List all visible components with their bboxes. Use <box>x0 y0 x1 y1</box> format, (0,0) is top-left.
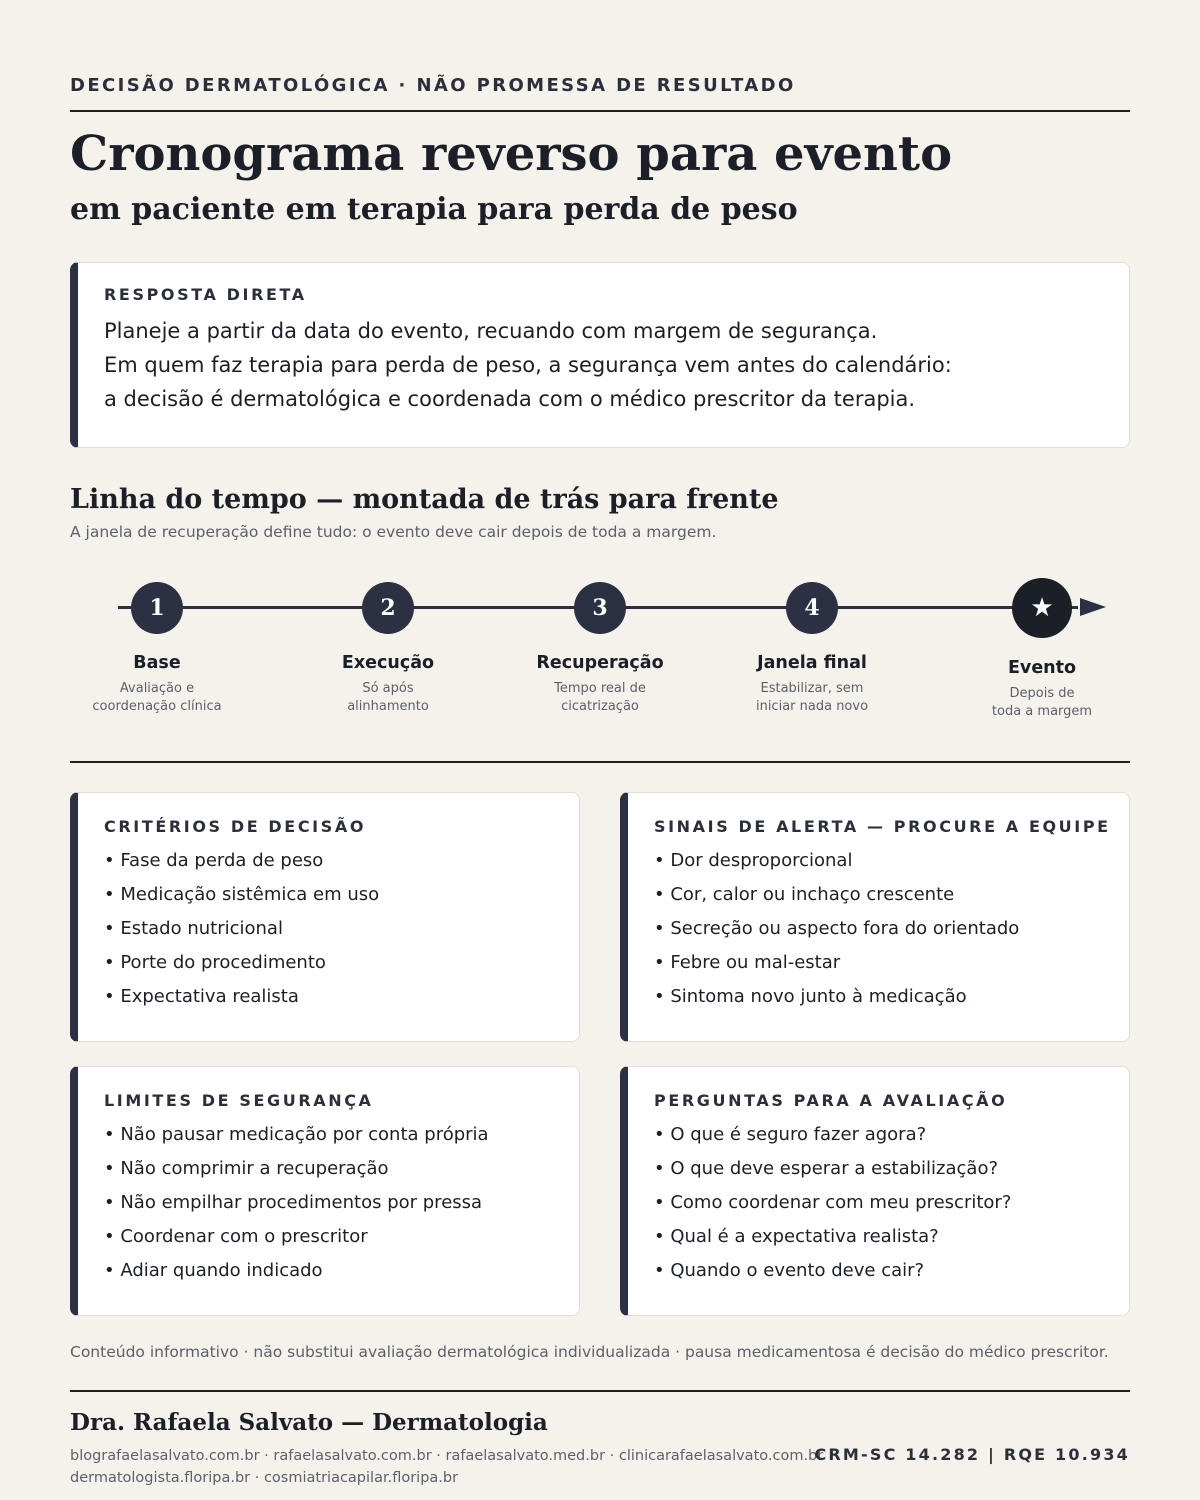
kicker: DECISÃO DERMATOLÓGICA · NÃO PROMESSA DE RESULTADO <box>70 75 796 96</box>
list-item: • Estado nutricional <box>104 912 579 946</box>
timeline-step-janela-final <box>727 570 897 716</box>
list-item: • O que é seguro fazer agora? <box>654 1118 1129 1152</box>
direct-answer-line: a decisão é dermatológica e coordenada com o médico prescritor da terapia. <box>104 387 916 411</box>
alerts-list <box>654 844 1129 1014</box>
timeline-title: Linha do tempo — montada de trás para frente <box>70 484 779 515</box>
questions-list <box>654 1118 1129 1288</box>
list-item: • Não pausar medicação por conta própria <box>104 1118 579 1152</box>
direct-answer-label: RESPOSTA DIRETA <box>104 285 307 304</box>
card-label: LIMITES DE SEGURANÇA <box>104 1091 374 1110</box>
page-subtitle: em paciente em terapia para perda de peso <box>70 192 798 227</box>
timeline-subtitle: A janela de recuperação define tudo: o evento deve cair depois de toda a margem. <box>70 523 717 541</box>
step-name: Recuperação <box>536 653 664 673</box>
card-label: PERGUNTAS PARA A AVALIAÇÃO <box>654 1091 1008 1110</box>
direct-answer-line: Em quem faz terapia para perda de peso, a segurança vem antes do calendário: <box>104 353 952 377</box>
crm-registration: CRM-SC 14.282 | RQE 10.934 <box>814 1445 1130 1464</box>
list-item: • Secreção ou aspecto fora do orientado <box>654 912 1129 946</box>
step-description: Estabilizar, sem iniciar nada novo <box>755 681 869 714</box>
criteria-list <box>104 844 579 1014</box>
card-label: SINAIS DE ALERTA — PROCURE A EQUIPE <box>654 817 1111 836</box>
step-name: Execução <box>341 653 435 673</box>
timeline-step-recuperacao <box>515 570 685 716</box>
step-name: Janela final <box>757 653 867 673</box>
step-marker: 1 <box>131 582 183 634</box>
step-description: Tempo real de cicatrização <box>554 681 646 714</box>
timeline-step-base <box>72 570 242 716</box>
list-item: • Como coordenar com meu prescritor? <box>654 1186 1129 1220</box>
list-item: • Quando o evento deve cair? <box>654 1254 1129 1288</box>
list-item: • Coordenar com o prescritor <box>104 1220 579 1254</box>
step-marker: 3 <box>574 582 626 634</box>
card-label: CRITÉRIOS DE DECISÃO <box>104 817 367 836</box>
list-item: • Cor, calor ou inchaço crescente <box>654 878 1129 912</box>
list-item: • Febre ou mal-estar <box>654 946 1129 980</box>
list-item: • Não empilhar procedimentos por pressa <box>104 1186 579 1220</box>
list-item: • Não comprimir a recuperação <box>104 1152 579 1186</box>
list-item: • O que deve esperar a estabilização? <box>654 1152 1129 1186</box>
links-line: dermatologista.floripa.br · cosmiatriacapilar.floripa.br <box>70 1470 459 1486</box>
step-name: Base <box>133 653 181 673</box>
author-name: Dra. Rafaela Salvato — Dermatologia <box>70 1409 548 1436</box>
list-item: • Dor desproporcional <box>654 844 1129 878</box>
step-marker: 4 <box>786 582 838 634</box>
disclaimer: Conteúdo informativo · não substitui avaliação dermatológica individualizada · pausa medicamentosa é decisão do médico prescritor. <box>70 1343 1109 1361</box>
timeline-step-execucao <box>303 570 473 716</box>
page-title: Cronograma reverso para evento <box>70 126 953 182</box>
criteria-card <box>70 792 580 1042</box>
step-description: Depois de toda a margem <box>991 686 1093 719</box>
direct-answer-line: Planeje a partir da data do evento, recuando com margem de segurança. <box>104 319 878 343</box>
list-item: • Qual é a expectativa realista? <box>654 1220 1129 1254</box>
list-item: • Medicação sistêmica em uso <box>104 878 579 912</box>
footer-divider <box>70 1390 1130 1392</box>
step-name: Evento <box>1007 658 1077 678</box>
website-links <box>70 1445 823 1489</box>
header-divider <box>70 110 1130 112</box>
star-icon: ★ <box>1012 578 1072 638</box>
limits-card <box>70 1066 580 1316</box>
list-item: • Adiar quando indicado <box>104 1254 579 1288</box>
timeline <box>70 570 1130 740</box>
step-description: Só após alinhamento <box>347 681 429 714</box>
list-item: • Porte do procedimento <box>104 946 579 980</box>
limits-list <box>104 1118 579 1288</box>
links-line: blografaelasalvato.com.br · rafaelasalvato.com.br · rafaelasalvato.med.br · clinicarafaelasalvato.com.br <box>70 1448 824 1464</box>
list-item: • Expectativa realista <box>104 980 579 1014</box>
timeline-step-evento <box>957 570 1127 721</box>
questions-card <box>620 1066 1130 1316</box>
list-item: • Sintoma novo junto à medicação <box>654 980 1129 1014</box>
alerts-card <box>620 792 1130 1042</box>
step-marker: 2 <box>362 582 414 634</box>
direct-answer-card <box>70 262 1130 448</box>
step-description: Avaliação e coordenação clínica <box>92 681 222 714</box>
list-item: • Fase da perda de peso <box>104 844 579 878</box>
section-divider <box>70 761 1130 763</box>
